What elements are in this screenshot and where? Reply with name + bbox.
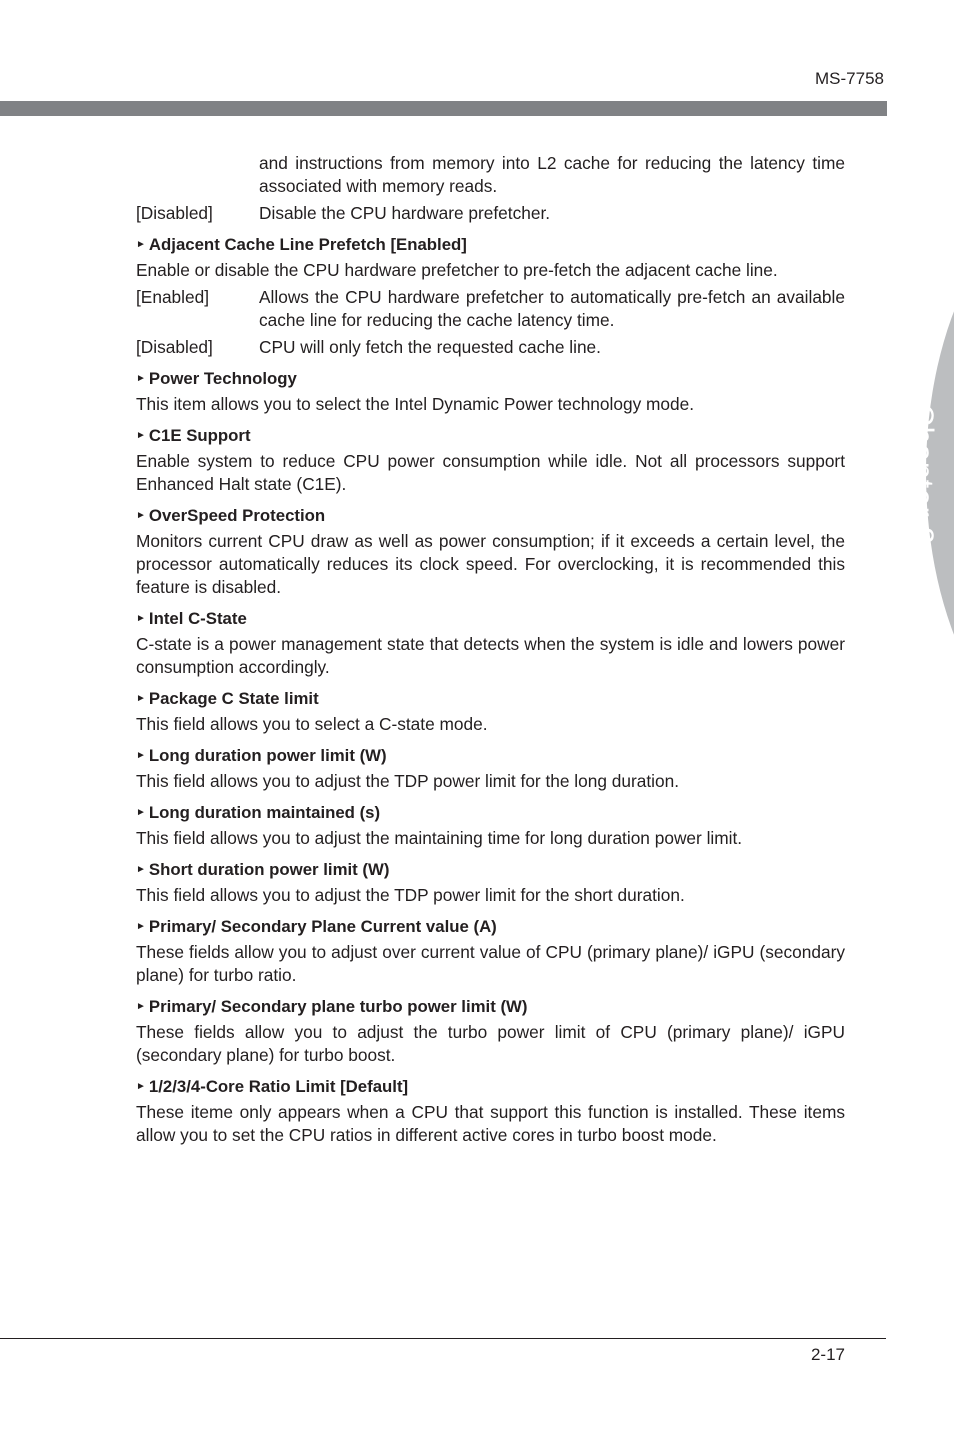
- triangle-bullet-icon: ►: [136, 373, 146, 384]
- page-content: [136, 152, 845, 1147]
- setting-title: OverSpeed Protection: [148, 506, 326, 525]
- setting-description: This item allows you to select the Intel Dynamic Power technology mode.: [136, 394, 695, 414]
- setting-description: This field allows you to select a C-state mode.: [136, 714, 488, 734]
- setting-title: Power Technology: [148, 369, 297, 388]
- setting-title: Package C State limit: [148, 689, 319, 708]
- triangle-bullet-icon: ►: [136, 1081, 146, 1092]
- setting-title: Short duration power limit (W): [148, 860, 390, 879]
- triangle-bullet-icon: ►: [136, 807, 146, 818]
- option-desc: Disable the CPU hardware prefetcher.: [259, 203, 551, 223]
- setting-description: These fields allow you to adjust over current value of CPU (primary plane)/ iGPU (secondary plane) for turbo ratio.: [136, 942, 845, 985]
- setting-description: This field allows you to adjust the TDP power limit for the long duration.: [136, 771, 680, 791]
- option-row: [136, 336, 845, 359]
- page-number: 2-17: [810, 1345, 845, 1364]
- setting-short-duration-power-limit: [136, 858, 845, 907]
- setting-title: Primary/ Secondary plane turbo power limit (W): [148, 997, 528, 1016]
- option-row: [136, 286, 845, 332]
- setting-description: These fields allow you to adjust the turbo power limit of CPU (primary plane)/ iGPU (secondary plane) for turbo boost.: [136, 1022, 845, 1065]
- option-desc: CPU will only fetch the requested cache line.: [259, 337, 601, 357]
- triangle-bullet-icon: ►: [136, 1001, 146, 1012]
- intro-continuation-text: and instructions from memory into L2 cache for reducing the latency time associated with memory reads.: [259, 153, 845, 196]
- header-bar: [0, 101, 887, 116]
- chapter-tab-label: Chapter 2: [906, 404, 939, 545]
- triangle-bullet-icon: ►: [136, 921, 146, 932]
- setting-description: Monitors current CPU draw as well as power consumption; if it exceeds a certain level, the processor automatically reduces its clock speed. For overclocking, it is recommended this feature is disabled.: [136, 531, 845, 597]
- setting-description: This field allows you to adjust the maintaining time for long duration power limit.: [136, 828, 743, 848]
- triangle-bullet-icon: ►: [136, 693, 146, 704]
- setting-title: Primary/ Secondary Plane Current value (A): [148, 917, 497, 936]
- triangle-bullet-icon: ►: [136, 750, 146, 761]
- option-row: [136, 202, 845, 225]
- setting-long-duration-maintained: [136, 801, 845, 850]
- setting-core-ratio-limit: [136, 1075, 845, 1147]
- triangle-bullet-icon: ►: [136, 510, 146, 521]
- setting-plane-turbo-power-limit: [136, 995, 845, 1067]
- footer-rule: [0, 1338, 886, 1339]
- setting-description: C-state is a power management state that detects when the system is idle and lowers power consumption accordingly.: [136, 634, 845, 677]
- setting-adjacent-cache-line-prefetch: [136, 233, 845, 359]
- triangle-bullet-icon: ►: [136, 864, 146, 875]
- option-desc: Allows the CPU hardware prefetcher to automatically pre-fetch an available cache line for reducing the cache latency time.: [259, 287, 845, 330]
- setting-description: Enable or disable the CPU hardware prefetcher to pre-fetch the adjacent cache line.: [136, 260, 778, 280]
- setting-intel-c-state: [136, 607, 845, 679]
- setting-title: Long duration power limit (W): [148, 746, 387, 765]
- setting-description: These iteme only appears when a CPU that support this function is installed. These items allow you to set the CPU ratios in different active cores in turbo boost mode.: [136, 1102, 845, 1145]
- setting-title: 1/2/3/4-Core Ratio Limit [Default]: [148, 1077, 409, 1096]
- model-number: MS-7758: [815, 69, 884, 88]
- setting-package-c-state-limit: [136, 687, 845, 736]
- setting-c1e-support: [136, 424, 845, 496]
- option-term: [Disabled]: [136, 337, 213, 357]
- setting-description: This field allows you to adjust the TDP power limit for the short duration.: [136, 885, 685, 905]
- triangle-bullet-icon: ►: [136, 430, 146, 441]
- option-term: [Enabled]: [136, 287, 210, 307]
- setting-overspeed-protection: [136, 504, 845, 599]
- setting-power-technology: [136, 367, 845, 416]
- setting-title: C1E Support: [148, 426, 251, 445]
- setting-long-duration-power-limit: [136, 744, 845, 793]
- setting-title: Intel C-State: [148, 609, 247, 628]
- setting-plane-current-value: [136, 915, 845, 987]
- setting-title: Long duration maintained (s): [148, 803, 381, 822]
- intro-continuation: [136, 152, 845, 198]
- option-term: [Disabled]: [136, 203, 213, 223]
- setting-description: Enable system to reduce CPU power consumption while idle. Not all processors support Enhanced Halt state (C1E).: [136, 451, 845, 494]
- triangle-bullet-icon: ►: [136, 613, 146, 624]
- triangle-bullet-icon: ►: [136, 239, 146, 250]
- setting-title: Adjacent Cache Line Prefetch [Enabled]: [148, 235, 467, 254]
